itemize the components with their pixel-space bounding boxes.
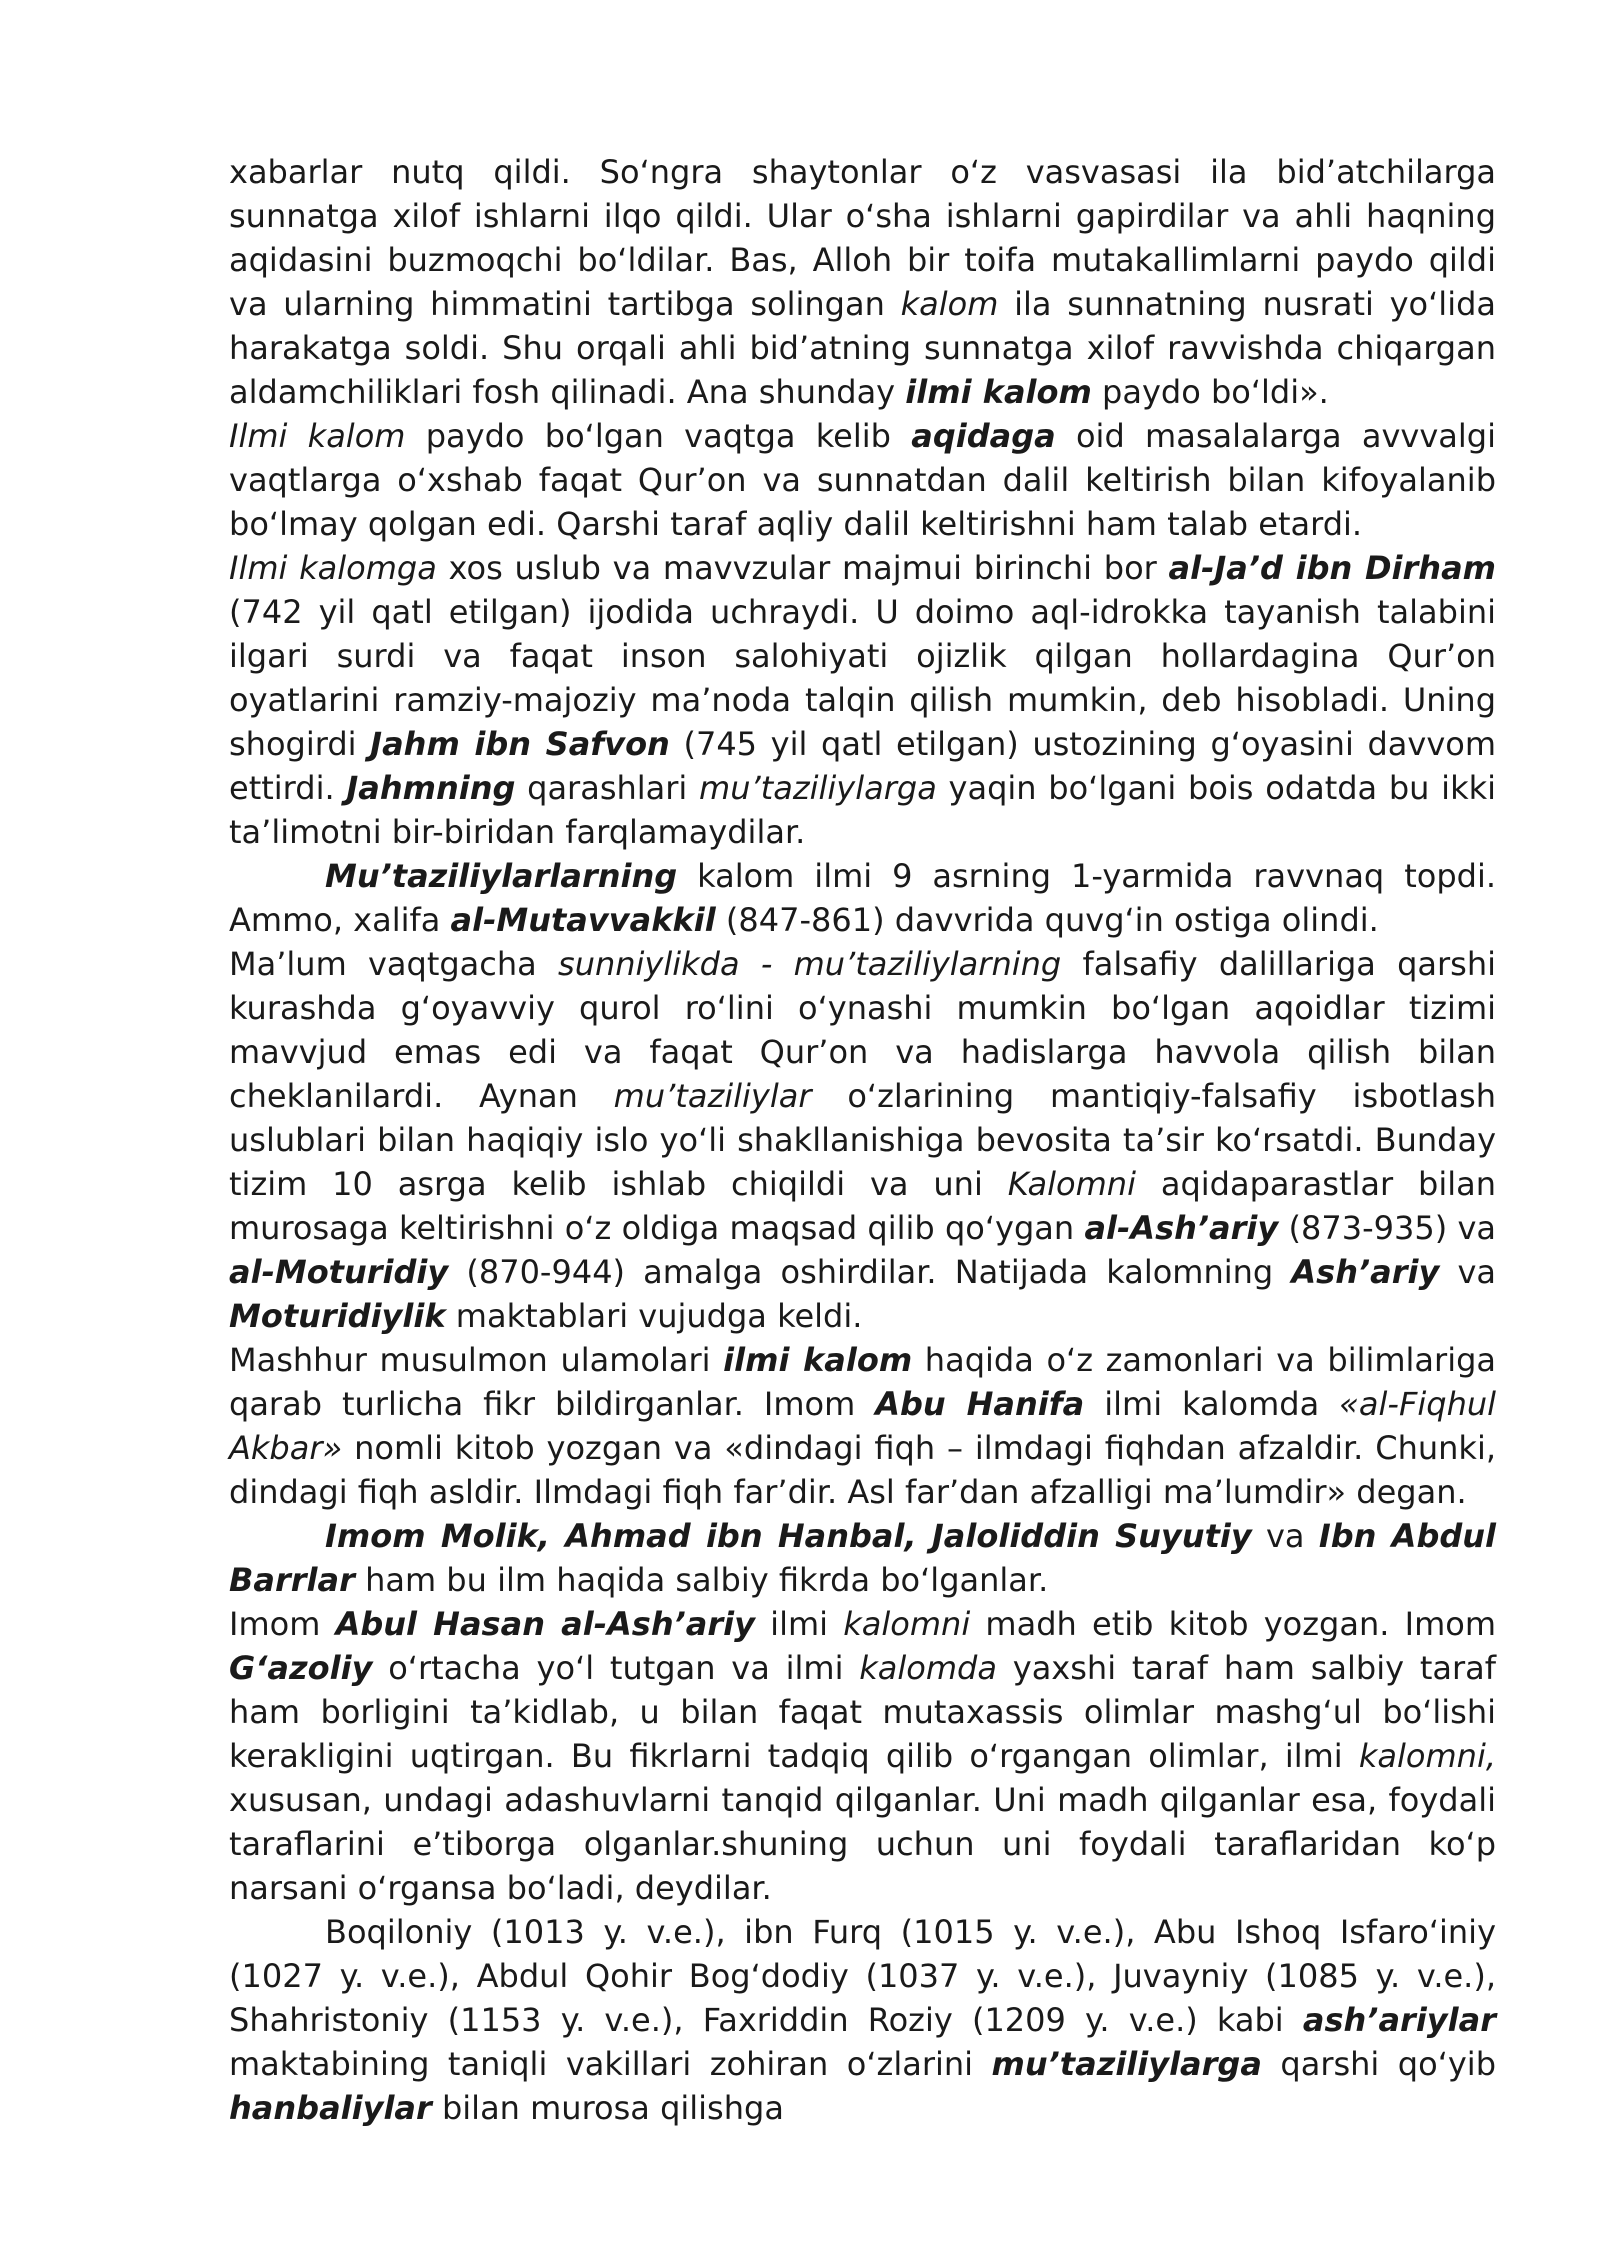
document-body [229, 150, 1496, 2130]
text-run: xususan, undagi adashuvlarni tanqid qilganlar. Uni madh qilganlar esa, foydali taraflarini e’tiborga olganlar.shuning uchun uni foydali taraflaridan ko‘p narsani o‘rgansa bo‘ladi, deydilar. [229, 1781, 1496, 1907]
emphasis-italic: Kalomni [1007, 1165, 1136, 1203]
text-run: oid masalalarga avvvalgi vaqtlarga o‘xshab faqat Qur’on va sunnatdan dalil keltirish bilan kifoyalanib bo‘lmay qolgan edi. Qarshi taraf aqliy dalil keltirishni ham talab etardi. [229, 417, 1497, 543]
emphasis-italic: Ilmi kalomga [229, 549, 437, 587]
emphasis-bold-italic: al-Mutavvakkil [450, 901, 716, 939]
text-run: falsafiy dalillariga qarshi kurashda g‘oyavviy qurol ro‘lini o‘ynashi mumkin bo‘lgan aqoidlar tizimi mavvjud emas edi va faqat Qur’on va hadislarga havvola qilish bilan cheklanilardi. Aynan [229, 945, 1497, 1115]
text-run: yaqin bo‘lgani bois odatda bu ikki ta’limotni bir-biridan farqlamaydilar. [229, 769, 1497, 851]
text-run: (870-944) amalga oshirdilar. Natijada kalomning [448, 1253, 1292, 1291]
emphasis-bold-italic: mu’taziliylarga [991, 2045, 1262, 2083]
emphasis-bold-italic: al-Ash’ariy [1084, 1209, 1279, 1247]
text-run: kalom ilmi 9 asrning 1-yarmida ravvnaq topdi. Ammo, xalifa [229, 857, 1496, 939]
text-run: Mashhur musulmon ulamolari [229, 1341, 724, 1379]
emphasis-italic: mu’taziliylarga [699, 769, 937, 807]
emphasis-bold-italic: G‘azoliy [229, 1649, 373, 1687]
emphasis-italic: kalomni [843, 1605, 971, 1643]
paragraph [229, 546, 1496, 854]
text-run: Ma’lum vaqtgacha [229, 945, 559, 983]
text-run: yaxshi taraf ham salbiy taraf ham borligini ta’kidlab, u bilan faqat mutaxassis olimlar mashg‘ul bo‘lishi kerakligini uqtirgan. Bu fikrlarni tadqiq qilib o‘rgangan olimlar, ilmi [229, 1649, 1497, 1775]
emphasis-bold-italic: ilmi kalom [723, 1341, 913, 1379]
emphasis-bold-italic: Jahm ibn Safvon [370, 725, 670, 763]
emphasis-bold-italic: ilmi kalom [905, 373, 1092, 411]
emphasis-bold-italic: Imom Molik, Ahmad ibn Hanbal, Jaloliddin Suyutiy [325, 1517, 1252, 1555]
text-run: nomli kitob yozgan va «dindagi fiqh – ilmdagi fiqhdan afzaldir. Chunki, dindagi fiqh asldir. Ilmdagi fiqh far’dir. Asl far’dan afzalligi ma’lumdir» degan. [229, 1429, 1496, 1511]
emphasis-bold-italic: Mu’taziliylarlarning [325, 857, 678, 895]
text-run: paydo bo‘ldi». [1091, 373, 1329, 411]
emphasis-italic: Ilmi kalom [229, 417, 406, 455]
paragraph [229, 942, 1496, 1338]
text-run: paydo bo‘lgan vaqtga kelib [405, 417, 912, 455]
emphasis-bold-italic: al-Ja’d ibn Dirham [1168, 549, 1497, 587]
emphasis-italic: mu’taziliylar [613, 1077, 812, 1115]
emphasis-bold-italic: hanbaliylar [229, 2089, 432, 2127]
text-run: o‘rtacha yo‘l tutgan va ilmi [372, 1649, 860, 1687]
text-run: ilmi [754, 1605, 844, 1643]
text-run: (745 yil qatl etilgan) ustozining g‘oyasini davvom ettirdi. [229, 725, 1497, 807]
text-run: haqida o‘z zamonlari va bilimlariga qarab turlicha fikr bildirganlar. Imom [229, 1341, 1497, 1423]
text-run: qarshi qo‘yib [1261, 2045, 1497, 2083]
emphasis-bold-italic: ash’ariylar [1302, 2001, 1496, 2039]
text-run: Boqiloniy (1013 y. v.e.), ibn Furq (1015 y. v.e.), Abu Ishoq Isfaro‘iniy (1027 y. v.e.), Abdul Qohir Bog‘dodiy (1037 y. v.e.), Juvayniy (1085 y. v.e.), Shahristoniy (1153 y. v.e.), Faxriddin Roziy (1209 y. v.e.) kabi [229, 1913, 1496, 2039]
paragraph [229, 150, 1496, 414]
paragraph [229, 1602, 1496, 1910]
emphasis-bold-italic: Abu Hanifa [875, 1385, 1085, 1423]
emphasis-bold-italic: Abul Hasan al-Ash’ariy [335, 1605, 755, 1643]
paragraph [229, 414, 1496, 546]
text-run: madh etib kitob yozgan. Imom [970, 1605, 1497, 1643]
emphasis-bold-italic: aqidaga [911, 417, 1056, 455]
emphasis-italic: kalom [900, 285, 999, 323]
text-run: Imom [229, 1605, 336, 1643]
paragraph [229, 1514, 1496, 1602]
emphasis-italic: kalomda [859, 1649, 997, 1687]
emphasis-bold-italic: Ash’ariy [1291, 1253, 1440, 1291]
emphasis-bold-italic: al-Moturidiy [229, 1253, 449, 1291]
emphasis-bold-italic: Ibn Abdul Barrlar [229, 1517, 1497, 1599]
text-run: va [1439, 1253, 1497, 1291]
emphasis-bold-italic: Jahmning [346, 769, 516, 807]
text-run: qarashlari [515, 769, 700, 807]
text-run: (847-861) davvrida quvg‘in ostiga olindi. [715, 901, 1379, 939]
text-run: (873-935) va [1278, 1209, 1496, 1247]
paragraph [229, 854, 1496, 942]
paragraph [229, 1910, 1496, 2130]
text-run: maktablari vujudga keldi. [445, 1297, 863, 1335]
text-run: xabarlar nutq qildi. So‘ngra shaytonlar o‘z vasvasasi ila bid’atchilarga sunnatga xilof ishlarni ilqo qildi. Ular o‘sha ishlarni gapirdilar va ahli haqning aqidasini buzmoqchi bo‘ldilar. Bas, Alloh bir toifa mutakallimlarni paydo qildi va ularning himmatini tartibga solingan [229, 153, 1496, 323]
text-run: o‘zlarining mantiqiy-falsafiy isbotlash uslublari bilan haqiqiy islo yo‘li shakllanishiga bevosita ta’sir ko‘rsatdi. Bunday tizim 10 asrga kelib ishlab chiqildi va uni [229, 1077, 1497, 1203]
text-run: (742 yil qatl etilgan) ijodida uchraydi. U doimo aql-idrokka tayanish talabini ilgari surdi va faqat inson salohiyati ojizlik qilgan hollardagina Qur’on oyatlarini ramziy-majoziy ma’noda talqin qilish mumkin, deb hisobladi. Uning shogirdi [229, 593, 1496, 763]
emphasis-italic: kalomni, [1358, 1737, 1496, 1775]
paragraph [229, 1338, 1496, 1514]
text-run: ham bu ilm haqida salbiy fikrda bo‘lganlar. [354, 1561, 1049, 1599]
emphasis-italic: sunniylikda - mu’taziliylarning [558, 945, 1062, 983]
text-run: bilan murosa qilishga [431, 2089, 784, 2127]
text-run: aqidaparastlar bilan murosaga keltirishni o‘z oldiga maqsad qilib qo‘ygan [229, 1165, 1496, 1247]
text-run: va [1251, 1517, 1319, 1555]
text-run: maktabining taniqli vakillari zohiran o‘zlarini [229, 2045, 992, 2083]
text-run: xos uslub va mavvzular majmui birinchi bor [436, 549, 1169, 587]
text-run: ilmi kalomda [1084, 1385, 1340, 1423]
text-run: ila sunnatning nusrati yo‘lida harakatga soldi. Shu orqali ahli bid’atning sunnatga xilof ravvishda chiqargan aldamchiliklari fosh qilinadi. Ana shunday [229, 285, 1497, 411]
emphasis-italic: «al-Fiqhul Akbar» [229, 1385, 1497, 1467]
emphasis-bold-italic: Moturidiylik [229, 1297, 446, 1335]
